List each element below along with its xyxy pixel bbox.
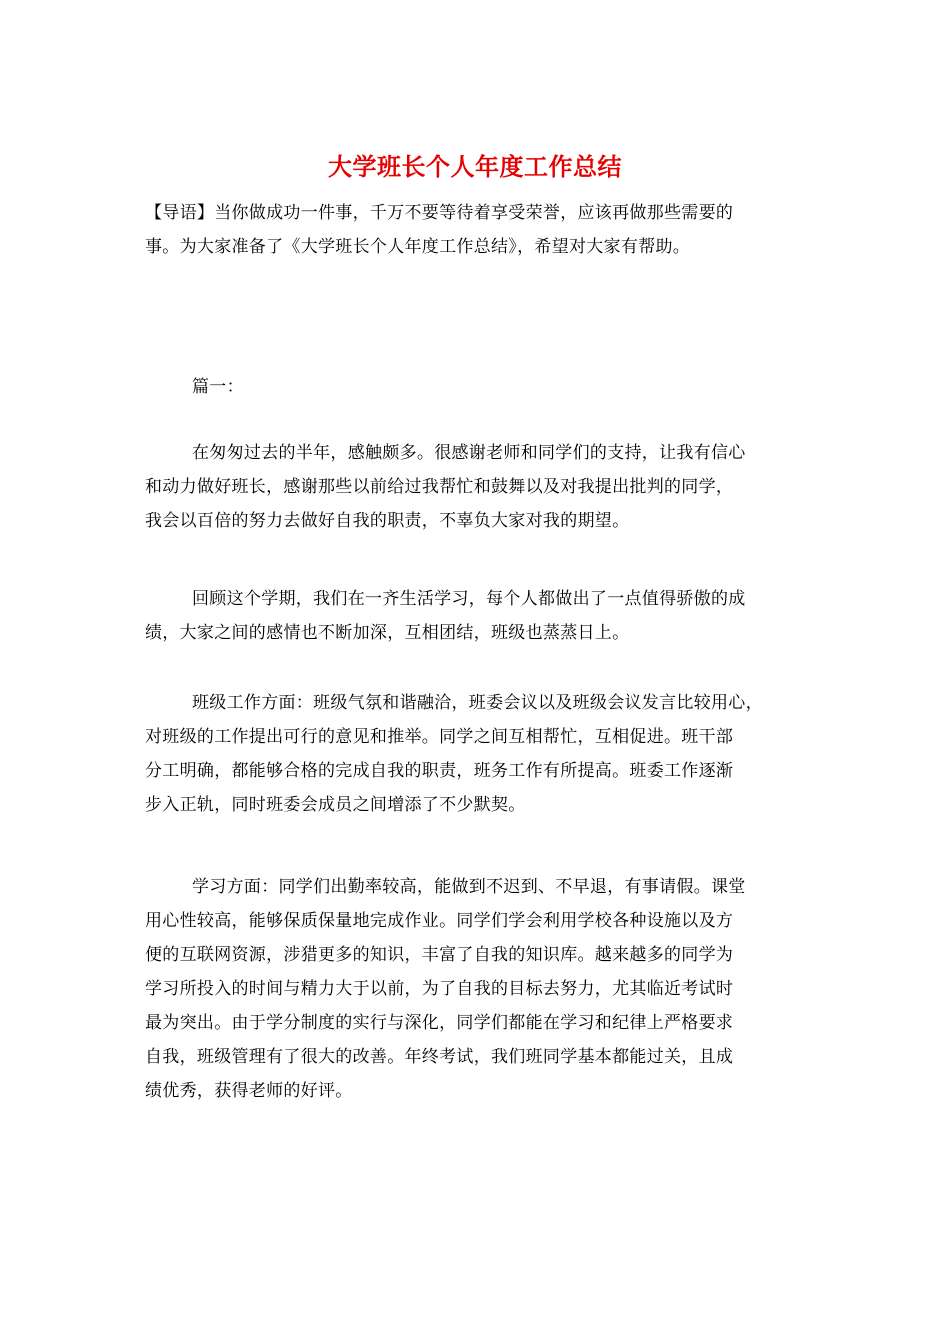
intro-line: 【导语】当你做成功一件事，千万不要等待着享受荣誉，应该再做那些需要的 — [145, 203, 734, 223]
paragraph-line: 步入正轨，同时班委会成员之间增添了不少默契。 — [145, 795, 526, 815]
paragraph-line: 绩优秀，获得老师的好评。 — [145, 1081, 353, 1101]
paragraph-3 — [145, 686, 825, 822]
paragraph-line: 便的互联网资源，涉猎更多的知识，丰富了自我的知识库。越来越多的同学为 — [145, 945, 734, 965]
section-heading-block — [145, 370, 825, 404]
intro-paragraph — [145, 196, 810, 264]
intro-line: 事。为大家准备了《大学班长个人年度工作总结》，希望对大家有帮助。 — [145, 237, 691, 257]
section-heading: 篇一： — [192, 377, 244, 397]
paragraph-line: 学习所投入的时间与精力大于以前，为了自我的目标去努力，尤其临近考试时 — [145, 979, 734, 999]
paragraph-1 — [145, 436, 825, 538]
paragraph-line: 我会以百倍的努力去做好自我的职责，不辜负大家对我的期望。 — [145, 511, 630, 531]
paragraph-line: 学习方面：同学们出勤率较高，能做到不迟到、不早退，有事请假。课堂 — [192, 877, 746, 897]
paragraph-line: 绩，大家之间的感情也不断加深，互相团结，班级也蒸蒸日上。 — [145, 623, 630, 643]
paragraph-line: 自我，班级管理有了很大的改善。年终考试，我们班同学基本都能过关，且成 — [145, 1047, 734, 1067]
paragraph-line: 用心性较高，能够保质保量地完成作业。同学们学会利用学校各种设施以及方 — [145, 911, 734, 931]
paragraph-2 — [145, 582, 825, 650]
document-title: 大学班长个人年度工作总结 — [328, 152, 622, 181]
paragraph-line: 和动力做好班长，感谢那些以前给过我帮忙和鼓舞以及对我提出批判的同学， — [145, 477, 734, 497]
paragraph-line: 最为突出。由于学分制度的实行与深化，同学们都能在学习和纪律上严格要求 — [145, 1013, 734, 1033]
paragraph-line: 分工明确，都能够合格的完成自我的职责，班务工作有所提高。班委工作逐渐 — [145, 761, 734, 781]
paragraph-line: 班级工作方面：班级气氛和谐融洽，班委会议以及班级会议发言比较用心， — [192, 693, 763, 713]
paragraph-line: 对班级的工作提出可行的意见和推举。同学之间互相帮忙，互相促进。班干部 — [145, 727, 734, 747]
paragraph-4 — [145, 870, 825, 1108]
paragraph-line: 回顾这个学期，我们在一齐生活学习，每个人都做出了一点值得骄傲的成 — [192, 589, 746, 609]
paragraph-line: 在匆匆过去的半年，感触颇多。很感谢老师和同学们的支持，让我有信心 — [192, 443, 746, 463]
